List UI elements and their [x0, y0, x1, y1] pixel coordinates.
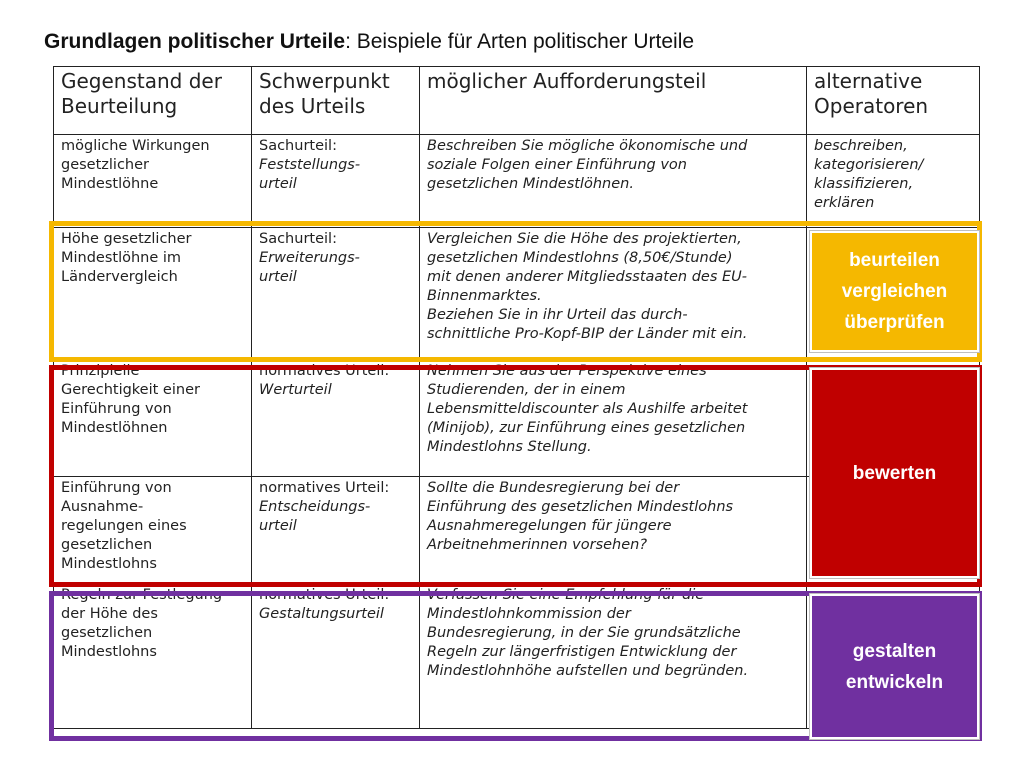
cell-task: Nehmen Sie aus der Perspektive eines Studierenden, der in einem Lebensmitteldiscounter als Aushilfe arbeitet (Minijob), zur Einführung eines gesetzlichen Mindestlohns Stellung.	[420, 360, 807, 477]
cell-operators: beschreiben, kategorisieren/ klassifizieren, erklären	[807, 135, 980, 228]
cell-focus: normatives Urteil: Entscheidungs- urteil	[252, 477, 420, 584]
title-bold: Grundlagen politischer Urteile	[44, 30, 346, 53]
cell-task: Beschreiben Sie mögliche ökonomische und soziale Folgen einer Einführung von gesetzlichen Mindestlöhnen.	[420, 135, 807, 228]
cell-subject: Regeln zur Festlegung der Höhe des gesetzlichen Mindestlohns	[54, 584, 252, 729]
header-operators: alternative Operatoren	[807, 67, 980, 135]
cell-subject: Prinzipielle Gerechtigkeit einer Einführung von Mindestlöhnen	[54, 360, 252, 477]
header-subject: Gegenstand der Beurteilung	[54, 67, 252, 135]
cell-focus: Sachurteil: Feststellungs- urteil	[252, 135, 420, 228]
header-task: möglicher Aufforderungsteil	[420, 67, 807, 135]
operator-box-label: gestalten entwickeln	[845, 640, 944, 693]
operator-box-bewerten	[810, 368, 979, 578]
page-title	[44, 30, 694, 54]
header-focus: Schwerpunkt des Urteils	[252, 67, 420, 135]
cell-task: Vergleichen Sie die Höhe des projektierten, gesetzlichen Mindestlohns (8,50€/Stunde) mit denen anderer Mitgliedsstaaten des EU- Binnenmarktes. Beziehen Sie in ihr Urteil das durch- schnittliche Pro-Kopf-BIP der Länder mit ein.	[420, 228, 807, 360]
table-header-row	[54, 67, 980, 135]
cell-subject: mögliche Wirkungen gesetzlicher Mindestlöhne	[54, 135, 252, 228]
operator-box-gestalten	[810, 594, 979, 739]
operator-box-beurteilen	[810, 231, 979, 352]
operator-box-label: bewerten	[852, 462, 937, 484]
cell-subject: Einführung von Ausnahme- regelungen eines gesetzlichen Mindestlohns	[54, 477, 252, 584]
cell-task: Sollte die Bundesregierung bei der Einführung des gesetzlichen Mindestlohns Ausnahmeregelungen für jüngere Arbeitnehmerinnen vorsehen?	[420, 477, 807, 584]
operator-box-label: beurteilen vergleichen überprüfen	[841, 250, 948, 333]
cell-focus: Sachurteil: Erweiterungs- urteil	[252, 228, 420, 360]
cell-focus: normatives Urteil: Werturteil	[252, 360, 420, 477]
cell-subject: Höhe gesetzlicher Mindestlöhne im Ländervergleich	[54, 228, 252, 360]
cell-task: Verfassen Sie eine Empfehlung für die Mindestlohnkommission der Bundesregierung, in der Sie grundsätzliche Regeln zur längerfristigen Entwicklung der Mindestlohnhöhe aufstellen und begründen.	[420, 584, 807, 729]
table-row	[54, 135, 980, 228]
cell-focus: normatives Urteil: Gestaltungsurteil	[252, 584, 420, 729]
title-rest: : Beispiele für Arten politischer Urteile	[345, 30, 695, 53]
